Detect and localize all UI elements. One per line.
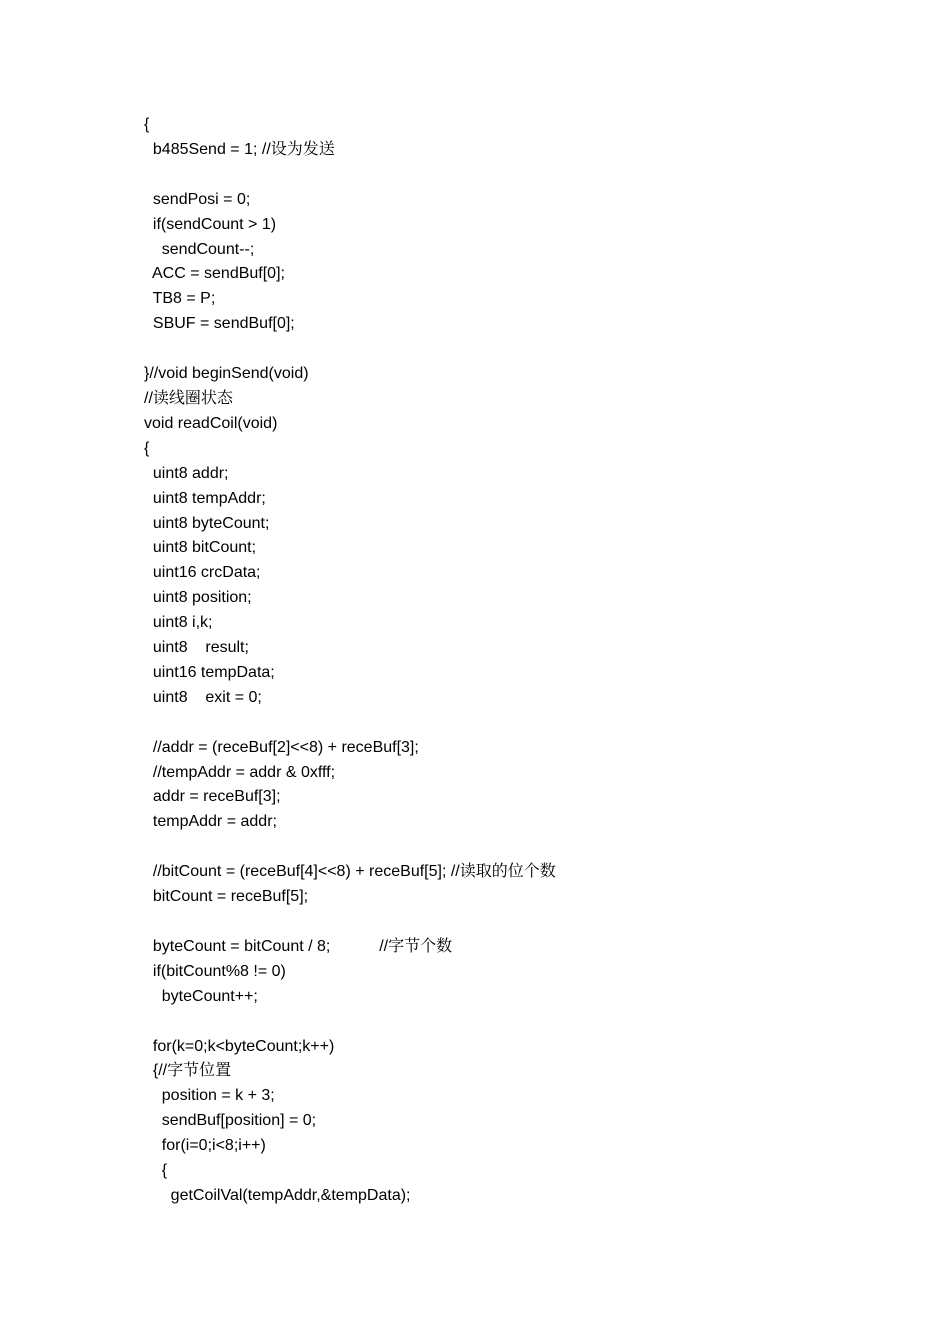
code-listing	[144, 113, 556, 1209]
code-line: uint8 position;	[144, 589, 252, 607]
code-line: sendBuf[position] = 0;	[144, 1112, 317, 1130]
code-line: sendCount--;	[144, 240, 255, 258]
code-line: uint8 byteCount;	[144, 514, 270, 532]
code-line: uint8 addr;	[144, 464, 229, 482]
code-line: TB8 = P;	[144, 290, 216, 308]
code-line: void readCoil(void)	[144, 414, 278, 432]
code-line: sendPosi = 0;	[144, 190, 251, 208]
code-line: if(bitCount%8 != 0)	[144, 962, 286, 980]
code-line: }//void beginSend(void)	[144, 365, 309, 383]
code-line	[144, 835, 556, 860]
code-line: //读线圈状态	[144, 389, 233, 407]
code-line: SBUF = sendBuf[0];	[144, 315, 295, 333]
code-line: uint8 exit = 0;	[144, 688, 262, 706]
code-line: uint8 bitCount;	[144, 539, 257, 557]
code-line: {	[144, 439, 150, 457]
code-line: for(i=0;i<8;i++)	[144, 1137, 266, 1155]
code-line	[144, 1010, 556, 1035]
code-line: byteCount++;	[144, 987, 258, 1005]
code-line	[144, 910, 556, 935]
code-line: {//字节位置	[144, 1062, 232, 1080]
code-line: uint16 tempData;	[144, 663, 275, 681]
code-line: uint16 crcData;	[144, 564, 261, 582]
code-line	[144, 337, 556, 362]
code-line: if(sendCount > 1)	[144, 215, 277, 233]
code-line: tempAddr = addr;	[144, 813, 277, 831]
code-line: ACC = sendBuf[0];	[144, 265, 285, 283]
code-line: uint8 i,k;	[144, 614, 213, 632]
code-line: uint8 result;	[144, 639, 249, 657]
code-line: //tempAddr = addr & 0xfff;	[144, 763, 336, 781]
code-line: //addr = (receBuf[2]<<8) + receBuf[3];	[144, 738, 419, 756]
code-line	[144, 711, 556, 736]
code-line: getCoilVal(tempAddr,&tempData);	[144, 1186, 411, 1204]
code-line: byteCount = bitCount / 8; //字节个数	[144, 937, 453, 955]
code-line: for(k=0;k<byteCount;k++)	[144, 1037, 335, 1055]
code-line: position = k + 3;	[144, 1087, 275, 1105]
code-line: //bitCount = (receBuf[4]<<8) + receBuf[5]; //读取的位个数	[144, 863, 556, 881]
code-line	[144, 163, 556, 188]
code-line: {	[144, 116, 150, 133]
code-line: addr = receBuf[3];	[144, 788, 281, 806]
code-line: bitCount = receBuf[5];	[144, 888, 309, 906]
code-line: b485Send = 1; //设为发送	[144, 140, 335, 158]
code-line: uint8 tempAddr;	[144, 489, 266, 507]
code-line: {	[144, 1162, 168, 1180]
